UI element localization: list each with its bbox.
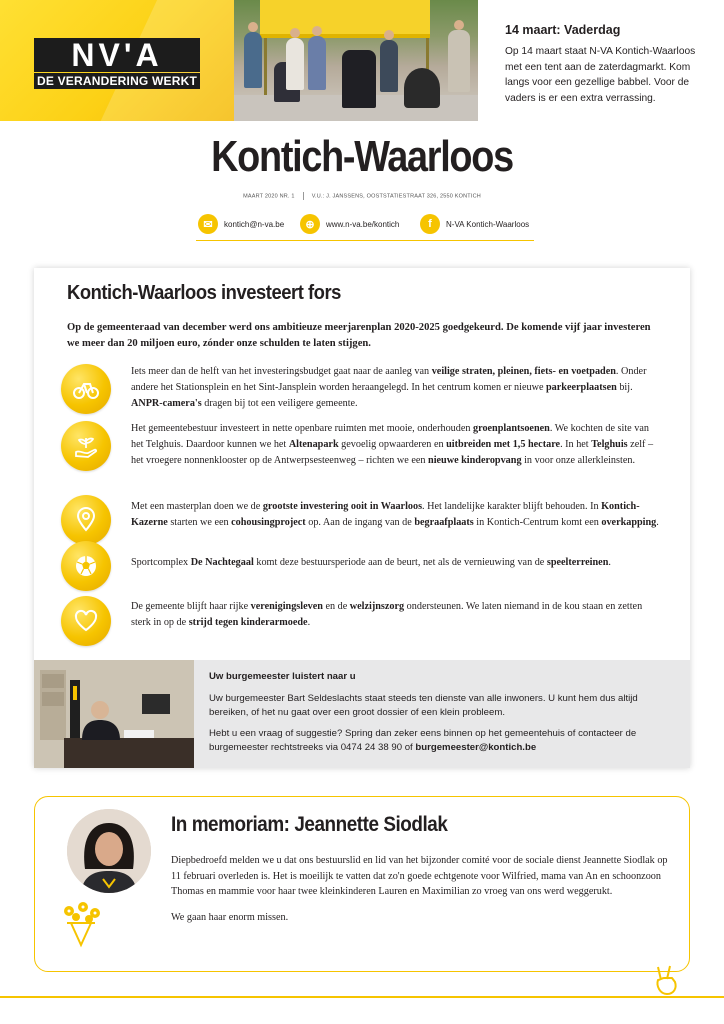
highlight-text: begraafplaats [414,517,474,528]
contact-email-link[interactable] [198,214,284,234]
meta-separator [303,192,304,200]
globe-icon: ⊕ [300,214,320,234]
body-text: starten we een [167,517,232,528]
body-text: dragen bij tot een veiligere gemeente. [201,398,358,409]
location-pin-icon [61,495,111,545]
mayor-section [34,660,690,768]
body-text: Iets meer dan de helft van het investeringsbudget gaat naar de aanleg van [131,366,432,377]
photo-table [342,50,376,108]
highlight-text: ANPR-camera's [131,398,202,409]
highlight-text: De Nachtegaal [190,557,254,568]
memoriam-portrait [67,809,151,893]
article-title: Kontich-Waarloos investeert fors [67,282,341,304]
body-text: . [307,617,311,628]
contact-email-label: kontich@n-va.be [224,219,285,229]
body-text: . In het [560,439,592,450]
market-tent-photo [234,0,478,121]
mayor-heading: Uw burgemeester luistert naar u [209,671,356,682]
photo-wheelchair [404,68,440,108]
photo-person [308,36,326,90]
mail-icon: ✉ [198,214,218,234]
body-text: . Onder andere het Stationsplein en het Sint-Jansplein worden heraangelegd. In het centrum komen er nieuwe [131,366,647,393]
investment-item-text [131,364,661,412]
mayor-photo [34,660,194,768]
highlight-text: nieuwe kinderopvang [428,455,522,466]
photo-person [448,30,470,92]
highlight-text: Kontich-Kazerne [131,501,640,528]
highlight-text: strijd tegen kinderarmoede [188,617,308,628]
highlight-text: grootste investering ooit in Waarloos [262,501,423,512]
mayor-contact-paragraph [209,727,674,756]
photo-person [244,32,262,88]
investment-item-text [131,499,661,531]
plant-hand-icon [61,421,111,471]
memoriam-closing: We gaan haar enorm missen. [171,911,289,923]
issue-info: MAART 2020 NR. 1 [243,193,295,200]
photo-tent [260,0,430,38]
event-title: 14 maart: Vaderdag [505,23,621,37]
event-description: Op 14 maart staat N-VA Kontich-Waarloos met een tent aan de zaterdagmarkt. Kom langs voor een gezellige babbel. Voor de vaders is er een extra verrassing. [505,46,696,104]
photo-person [286,38,304,90]
flowers-icon [57,899,107,949]
victory-hand-icon [652,964,682,996]
football-icon [61,541,111,591]
investment-article [34,268,690,768]
body-text: De gemeente blijft haar rijke [131,601,251,612]
body-text: . [608,557,611,568]
investment-item-text [131,421,661,469]
body-text: Het gemeentebestuur investeert in nette openbare ruimten met mooie, onderhouden [131,423,474,434]
photo-person [454,20,464,30]
contact-website-label: www.n-va.be/kontich [326,219,400,229]
contact-facebook-link[interactable] [420,214,529,234]
mayor-contact-text: Hebt u een vraag of suggestie? Spring dan zeker eens binnen op het gemeentehuis of contacteer de burgemeester rechtstreeks via 0474 24 38 90 of [209,727,637,753]
page-title: Kontich-Waarloos [211,132,513,181]
logo-tagline: DE VERANDERING WERKT [34,73,200,89]
logo-panel [0,0,234,121]
photo-person [384,30,394,40]
investment-item-text [131,555,661,571]
body-text: gevoelig opwaarderen en [338,439,447,450]
highlight-text: overkapping [601,517,657,528]
body-text: bij. [616,382,633,393]
highlight-text: speelterreinen [546,557,609,568]
highlight-text: parkeerplaatsen [546,382,617,393]
mayor-paragraph: Uw burgemeester Bart Seldeslachts staat steeds ten dienste van alle inwoners. U kunt hem dus altijd bereiken, of het nu gaat over een groot dossier of een klein probleem. [209,692,638,718]
photo-person [248,22,258,32]
article-intro: Op de gemeenteraad van december werd ons ambitieuze meerjarenplan 2020-2025 goedgekeurd. De komende vijf jaar investeren we meer dan 20 miljoen euro, zónder onze schulden te laten stijgen. [67,322,651,349]
highlight-text: welzijnszorg [349,601,405,612]
highlight-text: Telghuis [591,439,628,450]
body-text: en de [322,601,350,612]
highlight-text: groenplantsoenen [473,423,550,434]
mayor-text [209,670,674,756]
mayor-email-link[interactable]: burgemeester@kontich.be [415,742,537,753]
photo-person [290,28,300,38]
photo-person [312,26,322,36]
bicycle-icon [61,364,111,414]
footer-divider [0,996,724,998]
contact-facebook-label: N-VA Kontich-Waarloos [446,219,530,229]
memoriam-body [171,853,676,925]
memoriam-title: In memoriam: Jeannette Siodlak [171,813,448,836]
highlight-text: Altenapark [288,439,339,450]
investment-item-text [131,599,661,631]
body-text: . Het landelijke karakter blijft behouden. In [422,501,602,512]
body-text: . We kochten de site van het Telghuis. Daardoor kunnen we het [131,423,649,450]
body-text: . [656,517,659,528]
body-text: Met een masterplan doen we de [131,501,263,512]
nva-logo: NV'A [71,37,163,73]
body-text: in Kontich-Centrum komt een [473,517,602,528]
body-text: zelf – het vroegere nonnenklooster op de Antwerpsesteenweg – richten we een [131,439,654,466]
body-text: komt deze bestuursperiode aan de beurt, net als de vernieuwing van de [253,557,547,568]
heart-icon [61,596,111,646]
body-text: in voor onze allerkleinsten. [521,455,635,466]
body-text: op. Aan de ingang van de [305,517,415,528]
highlight-text: veilige straten, pleinen, fiets- en voetpaden [431,366,616,377]
publisher-info: V.U.: J. JANSSENS, OOSTSTATIESTRAAT 326, 2550 KONTICH [311,193,481,200]
contact-website-link[interactable] [300,214,399,234]
facebook-icon: f [420,214,440,234]
contact-divider [196,240,534,241]
highlight-text: uitbreiden met 1,5 hectare [446,439,561,450]
highlight-text: cohousingproject [231,517,306,528]
memoriam-paragraph: Diepbedroefd melden we u dat ons bestuurslid en lid van het bijzonder comité voor de sociale dienst Jeannette Siodlak op 11 februari overleden is. Het is moeilijk te vatten dat zo'n goede echtgenote voor Wilfried, mama van An en schoonzoon Thomas en mammie voor haar twee kleinkinderen Lauren en Maximilian zo vroeg van ons werd weggerukt. [171,855,668,897]
photo-person [380,40,398,92]
highlight-text: verenigingsleven [250,601,323,612]
body-text: ondersteunen. We laten niemand in de kou staan en zetten sterk in op de [131,601,643,628]
publication-meta [0,192,724,200]
body-text: Sportcomplex [131,557,191,568]
memoriam-section [34,796,690,972]
